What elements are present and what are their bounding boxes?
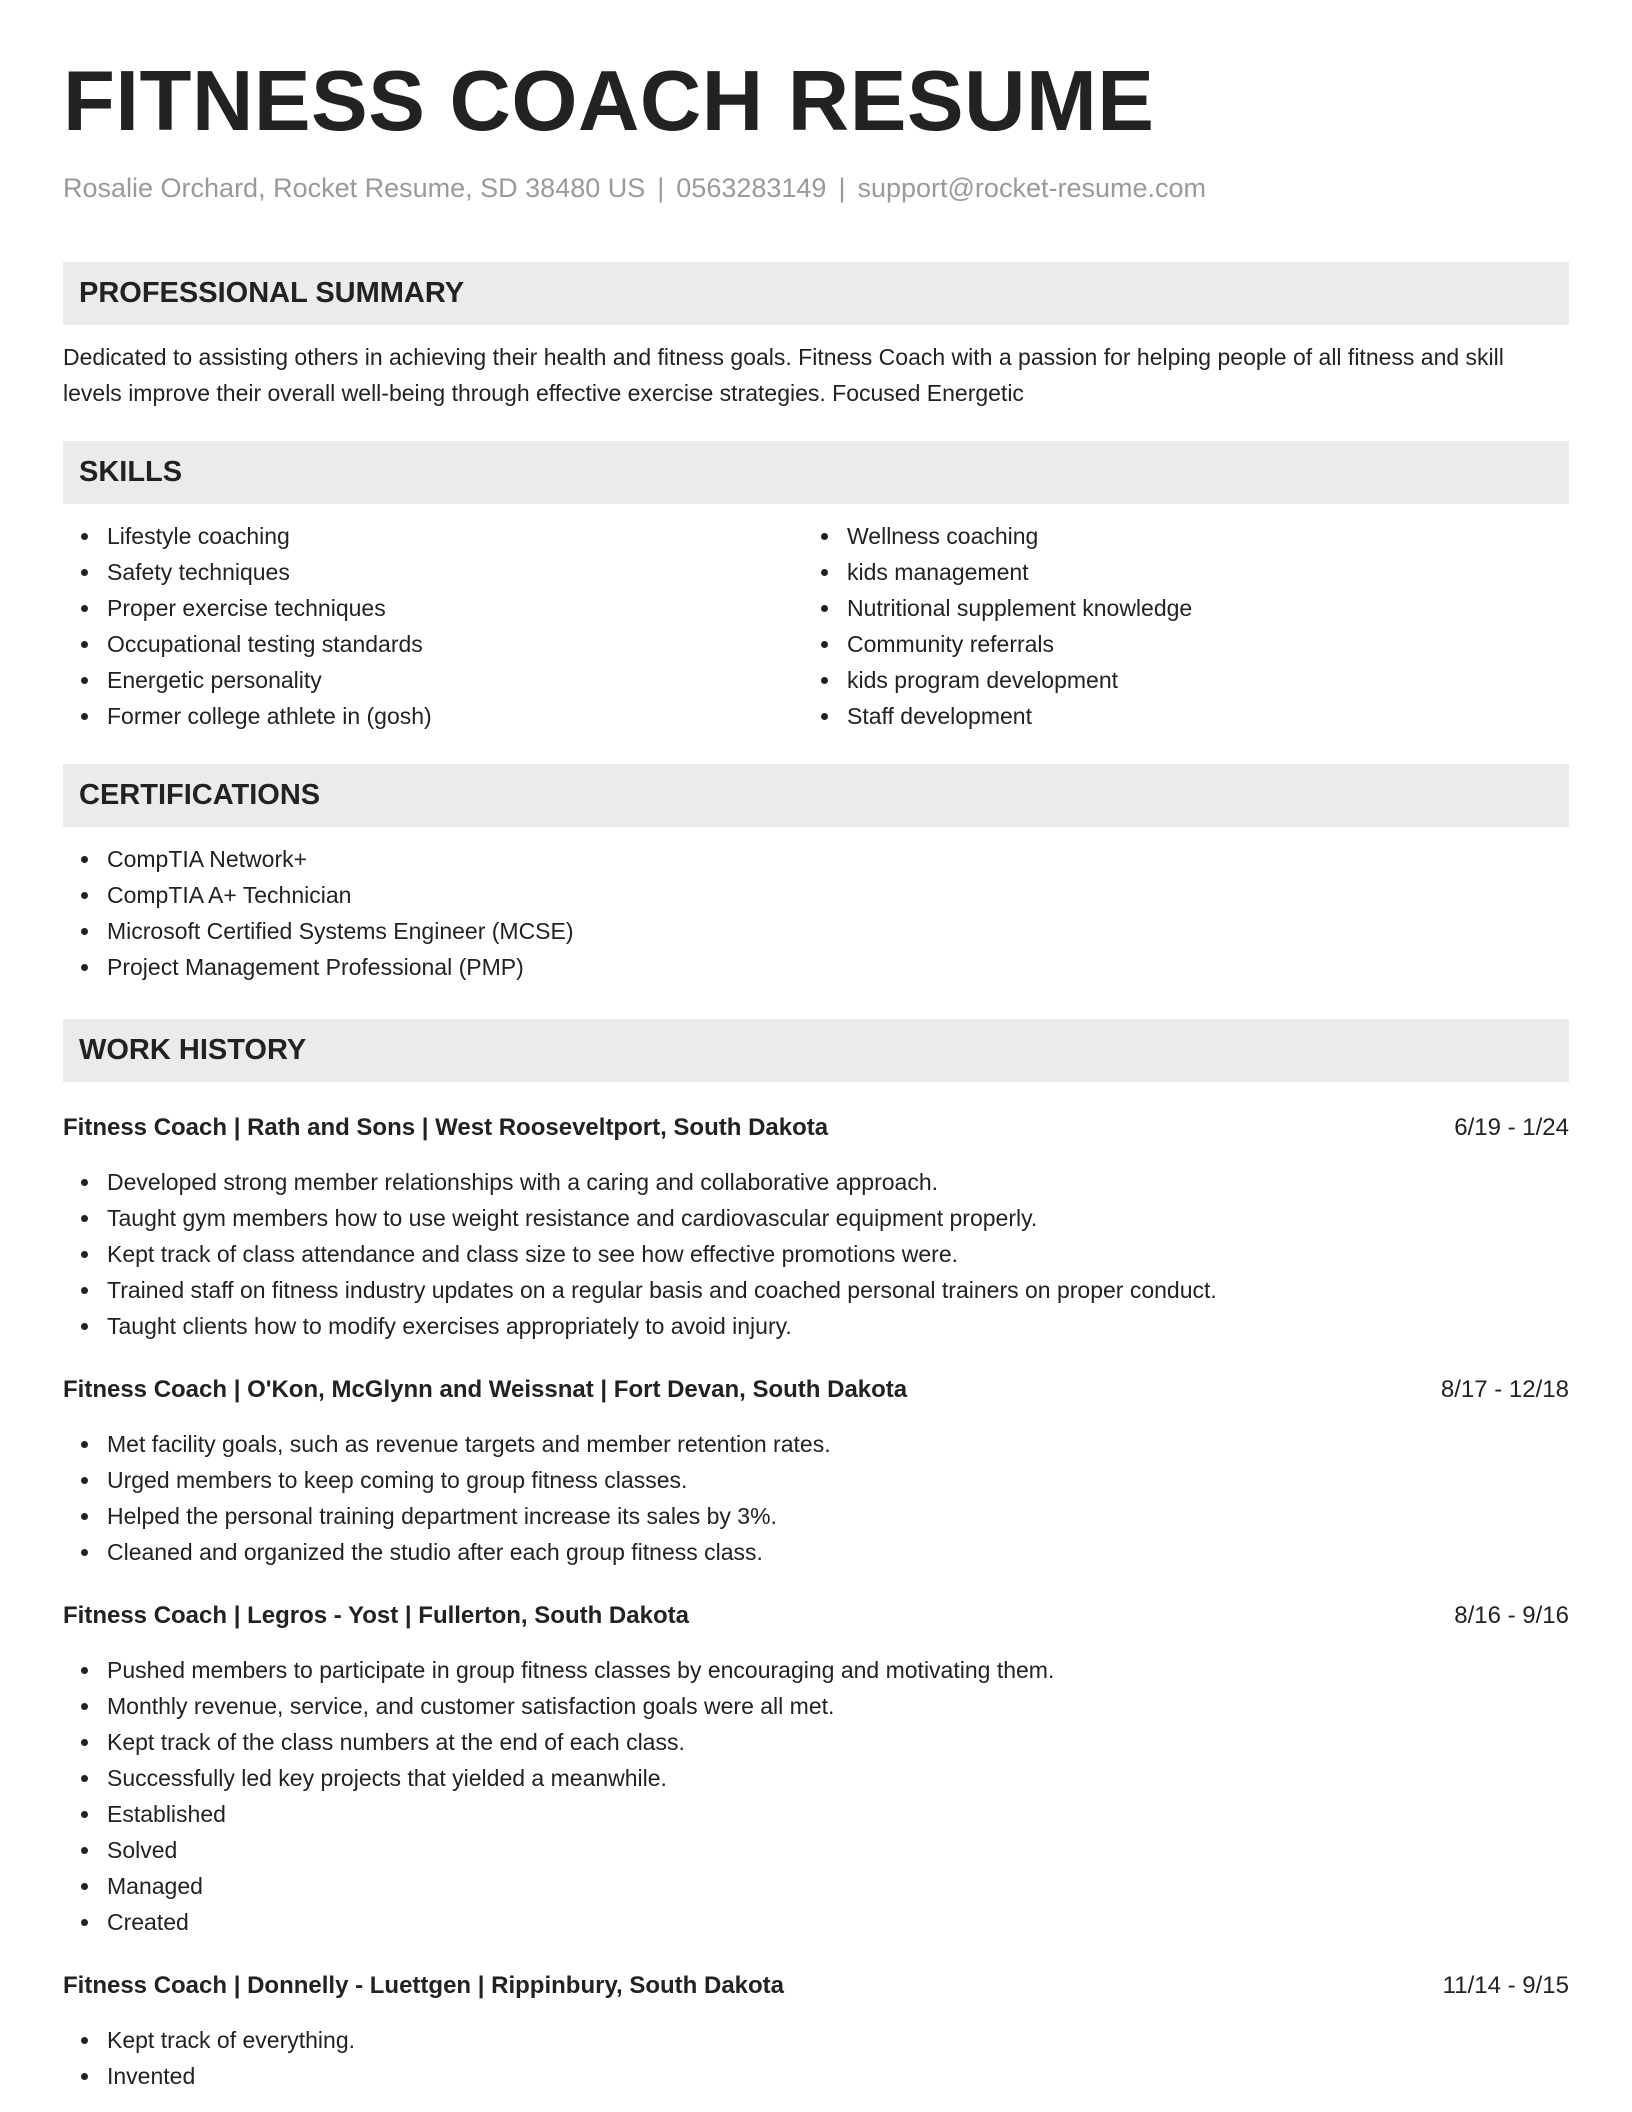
skill-item: Nutritional supplement knowledge xyxy=(803,590,1569,626)
job-entry xyxy=(63,1968,1569,2094)
skill-item: Staff development xyxy=(803,698,1569,734)
contact-phone: 0563283149 xyxy=(676,173,827,203)
job-header xyxy=(63,1110,1569,1146)
resume-title: FITNESS COACH RESUME xyxy=(63,54,1155,149)
section-header-certifications: CERTIFICATIONS xyxy=(63,764,1569,827)
skill-item: Energetic personality xyxy=(63,662,803,698)
job-bullet: Developed strong member relationships with a caring and collaborative approach. xyxy=(63,1164,1569,1200)
contact-separator: | xyxy=(657,173,665,203)
job-bullet: Taught clients how to modify exercises appropriately to avoid injury. xyxy=(63,1308,1569,1344)
job-bullet: Trained staff on fitness industry updates on a regular basis and coached personal trainers on proper conduct. xyxy=(63,1272,1569,1308)
skill-item: Safety techniques xyxy=(63,554,803,590)
certifications-list xyxy=(63,841,1569,985)
skill-item: Lifestyle coaching xyxy=(63,518,803,554)
certification-item: CompTIA A+ Technician xyxy=(63,877,1569,913)
job-dates: 8/17 - 12/18 xyxy=(1440,1376,1569,1403)
job-title: Fitness Coach | Rath and Sons | West Rooseveltport, South Dakota xyxy=(63,1114,829,1141)
skill-item: Wellness coaching xyxy=(803,518,1569,554)
job-bullet: Monthly revenue, service, and customer satisfaction goals were all met. xyxy=(63,1688,1569,1724)
job-bullet: Invented xyxy=(63,2058,1569,2094)
skill-item: kids program development xyxy=(803,662,1569,698)
section-header-summary: PROFESSIONAL SUMMARY xyxy=(63,262,1569,325)
job-bullets xyxy=(63,1164,1569,1344)
job-title: Fitness Coach | Donnelly - Luettgen | Rippinbury, South Dakota xyxy=(63,1972,785,1999)
job-entry xyxy=(63,1598,1569,1940)
skill-item: Occupational testing standards xyxy=(63,626,803,662)
job-dates: 11/14 - 9/15 xyxy=(1442,1972,1569,1999)
skills-grid xyxy=(63,518,1569,734)
skill-item: Proper exercise techniques xyxy=(63,590,803,626)
contact-separator: | xyxy=(838,173,846,203)
skill-item: Former college athlete in (gosh) xyxy=(63,698,803,734)
skills-list-left xyxy=(63,518,803,734)
job-title: Fitness Coach | Legros - Yost | Fullerton, South Dakota xyxy=(63,1602,689,1629)
job-bullet: Created xyxy=(63,1904,1569,1940)
job-bullet: Successfully led key projects that yielded a meanwhile. xyxy=(63,1760,1569,1796)
job-bullets xyxy=(63,1652,1569,1940)
job-dates: 8/16 - 9/16 xyxy=(1454,1602,1569,1629)
job-bullets xyxy=(63,2022,1569,2094)
job-entry xyxy=(63,1110,1569,1344)
job-bullet: Urged members to keep coming to group fitness classes. xyxy=(63,1462,1569,1498)
job-bullet: Kept track of everything. xyxy=(63,2022,1569,2058)
job-bullet: Cleaned and organized the studio after each group fitness class. xyxy=(63,1534,1569,1570)
contact-line xyxy=(63,170,1569,206)
job-dates: 6/19 - 1/24 xyxy=(1454,1114,1569,1141)
certification-item: Microsoft Certified Systems Engineer (MCSE) xyxy=(63,913,1569,949)
job-bullet: Kept track of class attendance and class size to see how effective promotions were. xyxy=(63,1236,1569,1272)
job-header xyxy=(63,1598,1569,1634)
job-bullets xyxy=(63,1426,1569,1570)
job-bullet: Solved xyxy=(63,1832,1569,1868)
certification-item: CompTIA Network+ xyxy=(63,841,1569,877)
section-header-skills: SKILLS xyxy=(63,441,1569,504)
skill-item: kids management xyxy=(803,554,1569,590)
job-entry xyxy=(63,1372,1569,1570)
contact-address: Rosalie Orchard, Rocket Resume, SD 38480 US xyxy=(63,173,646,203)
contact-email: support@rocket-resume.com xyxy=(857,173,1206,203)
job-bullet: Kept track of the class numbers at the end of each class. xyxy=(63,1724,1569,1760)
summary-text: Dedicated to assisting others in achieving their health and fitness goals. Fitness Coach with a passion for helping people of all fitness and skill levels improve their overall well-being through effective exercise strategies. Focused Energetic xyxy=(63,344,1504,406)
job-bullet: Helped the personal training department increase its sales by 3%. xyxy=(63,1498,1569,1534)
job-title: Fitness Coach | O'Kon, McGlynn and Weissnat | Fort Devan, South Dakota xyxy=(63,1376,908,1403)
section-header-work-history: WORK HISTORY xyxy=(63,1019,1569,1082)
job-header xyxy=(63,1372,1569,1408)
skill-item: Community referrals xyxy=(803,626,1569,662)
skills-list-right xyxy=(803,518,1569,734)
job-bullet: Taught gym members how to use weight resistance and cardiovascular equipment properly. xyxy=(63,1200,1569,1236)
job-bullet: Pushed members to participate in group fitness classes by encouraging and motivating them. xyxy=(63,1652,1569,1688)
job-header xyxy=(63,1968,1569,2004)
job-bullet: Managed xyxy=(63,1868,1569,1904)
job-bullet: Established xyxy=(63,1796,1569,1832)
certification-item: Project Management Professional (PMP) xyxy=(63,949,1569,985)
job-bullet: Met facility goals, such as revenue targets and member retention rates. xyxy=(63,1426,1569,1462)
